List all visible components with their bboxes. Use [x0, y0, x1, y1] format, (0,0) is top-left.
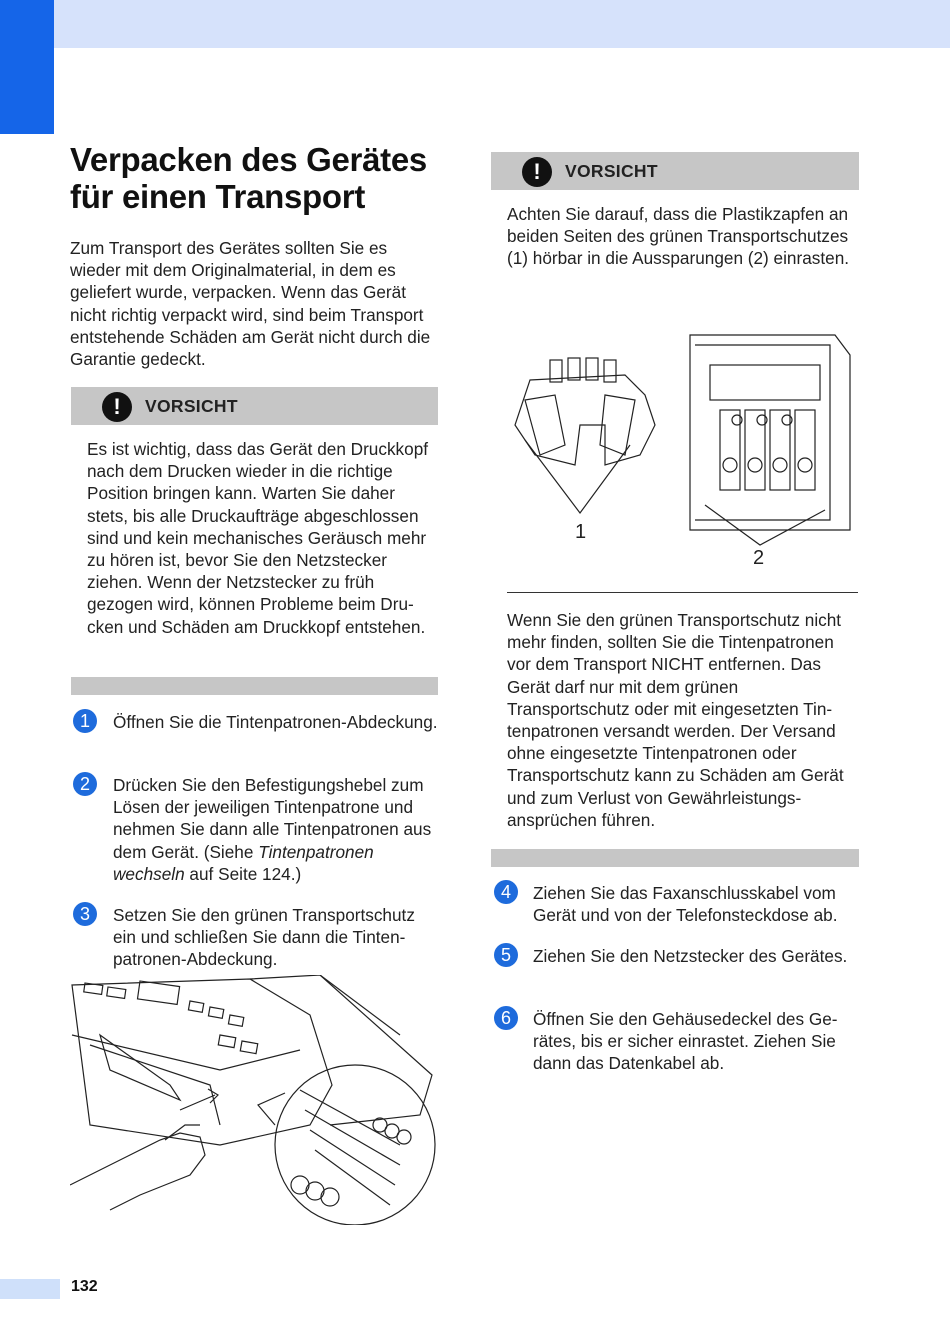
step-number: 3: [73, 902, 97, 926]
intro-paragraph: Zum Transport des Gerätes sollten Sie es wieder mit dem Originalmaterial, in dem es geliefert wurde, verpacken. Wenn das Gerät nicht richtig verpackt wird, sind beim Transport entstehende Schäden am Gerät nicht durch die Garantie gedeckt.: [70, 238, 431, 370]
figure-label-2: 2: [753, 547, 765, 569]
exclamation-icon: !: [522, 157, 552, 187]
page-number: 132: [71, 1278, 98, 1295]
exclamation-icon: !: [102, 392, 132, 422]
figure-label-1: 1: [575, 521, 587, 543]
section-divider-bar: [491, 849, 859, 867]
step-text: Ziehen Sie den Netzstecker des Gerätes.: [533, 946, 848, 966]
step-number: 1: [73, 709, 97, 733]
section-divider-bar: [71, 677, 438, 695]
step-number: 4: [494, 880, 518, 904]
step-number: 2: [73, 772, 97, 796]
printer-illustration: [70, 975, 440, 1225]
step-text: Öffnen Sie die Tintenpatronen-Abdeckung.: [113, 712, 438, 732]
divider: [507, 592, 858, 593]
step-text-part: auf Seite 124.): [184, 863, 302, 884]
step-text: Ziehen Sie das Faxanschlusskabel vom Gerät und von der Telefonsteckdose ab.: [533, 883, 838, 926]
caution-label: VORSICHT: [565, 161, 658, 181]
step-text: Setzen Sie den grünen Transportschutz ein und schließen Sie dann die Tintenpatronen-Abdeckung.: [113, 905, 415, 970]
caution-text: Achten Sie darauf, dass die Plastikzapfen an beiden Seiten des grünen Transportschutzes (1) hörbar in die Aussparungen (2) einrasten.: [507, 204, 850, 269]
chapter-tab: [0, 0, 54, 134]
step-text: Öffnen Sie den Gehäusedeckel des Gerätes, bis er sicher einrastet. Ziehen Sie dann das Datenkabel ab.: [533, 1009, 838, 1074]
step-number: 6: [494, 1006, 518, 1030]
page-number-band: [0, 1279, 60, 1299]
step-number: 5: [494, 943, 518, 967]
warning-note: Wenn Sie den grünen Transportschutz nicht mehr finden, sollten Sie die Tintenpatronen vor dem Transport NICHT entfernen. Das Gerät darf nur mit dem grünen Transportschutz oder mit eingesetzten Tintenpatronen versandt werden. Der Versand ohne eingesetzte Tintenpatronen oder Transportschutz kann zu Schäden am Gerät und zum Verlust von Gewährleistungsansprüchen führen.: [507, 610, 844, 830]
caution-label: VORSICHT: [145, 396, 238, 416]
cross-reference-link[interactable]: Tintenpatronen wechseln: [113, 841, 374, 884]
page-title: Verpacken des Gerätes für einen Transport: [70, 141, 427, 215]
header-band: [0, 0, 950, 48]
step-text: [113, 774, 441, 885]
caution-text: Es ist wichtig, dass das Gerät den Druckkopf nach dem Drucken wieder in die richtige Position bringen kann. Warten Sie daher stets, bis alle Druckaufträge abgeschlossen sind und kein mechanisches Geräusch mehr zu hören ist, bevor Sie den Netzstecker ziehen. Wenn der Netzstecker zu früh gezogen wird, können Probleme beim Drucken und Schäden am Druckkopf entstehen.: [87, 439, 429, 637]
step-text-part: Drücken Sie den Befestigungshebel zum Lösen der jeweiligen Tintenpatrone und nehmen Sie dann alle Tintenpatronen aus dem Gerät. (Siehe: [113, 775, 432, 862]
transport-protector-illustration: [505, 330, 857, 570]
